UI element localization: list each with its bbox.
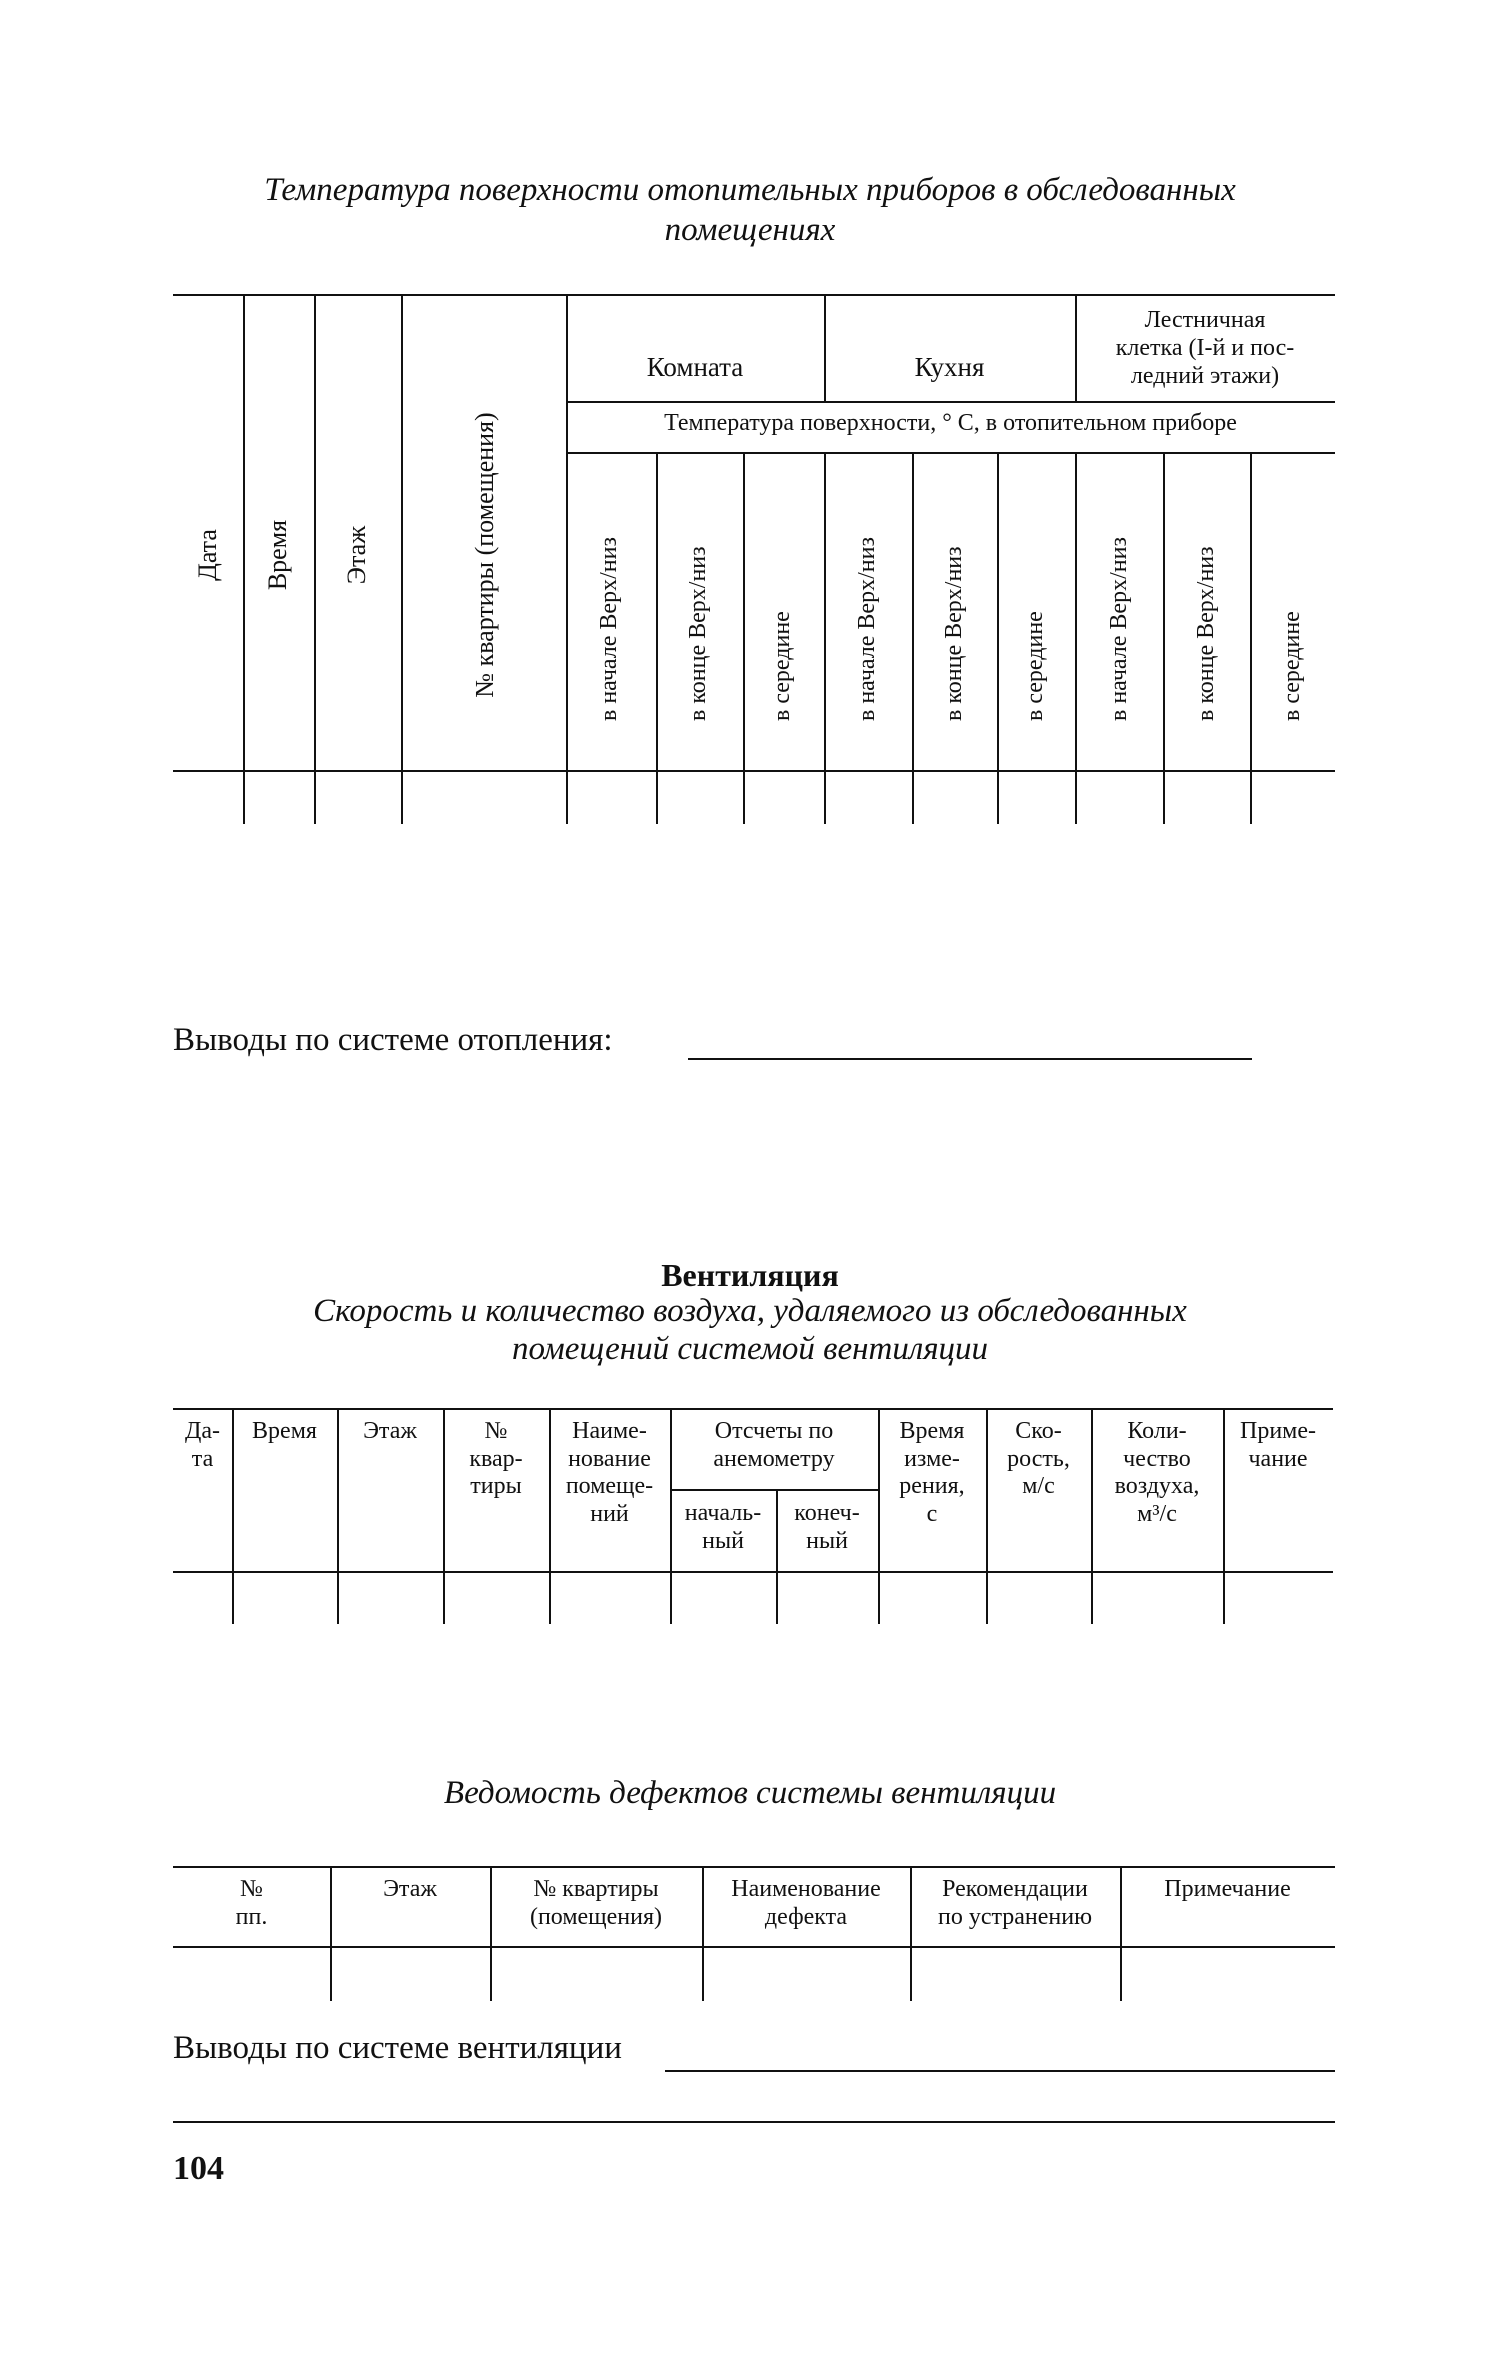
vent-col-speed: Ско- рость, м/с	[1007, 1418, 1070, 1500]
defects-col-number: № пп.	[235, 1876, 268, 1930]
stair-mid-header: в середине	[1279, 611, 1305, 721]
vent-col-floor: Этаж	[363, 1418, 417, 1444]
vent-col-time: Время	[252, 1418, 317, 1444]
stair-end-header: в конце Верх/низ	[1193, 546, 1219, 721]
col-time-header: Время	[263, 519, 292, 591]
col-floor-header: Этаж	[342, 525, 371, 585]
group-room-header: Комната	[646, 352, 744, 382]
col-date-header: Дата	[193, 529, 222, 581]
vent-col-apartment: № квар- тиры	[469, 1418, 523, 1500]
vent-col-room-name: Наиме- нование помеще- ний	[565, 1418, 654, 1527]
heating-conclusion-line[interactable]	[688, 1058, 1252, 1060]
defects-col-floor: Этаж	[383, 1876, 437, 1902]
page-number: 104	[173, 2150, 224, 2187]
vent-col-readings: Отсчеты по анемометру	[713, 1418, 835, 1472]
vent-col-date: Да- та	[184, 1418, 220, 1472]
kitchen-end-header: в конце Верх/низ	[941, 546, 967, 721]
defects-col-defect-name: Наименование дефекта	[731, 1876, 881, 1930]
defects-col-note: Примечание	[1164, 1876, 1291, 1902]
ventilation-conclusion-label: Выводы по системе вентиляции	[173, 2030, 622, 2066]
room-end-header: в конце Верх/низ	[685, 546, 711, 721]
vent-col-final: конеч- ный	[794, 1500, 860, 1554]
room-start-header: в начале Верх/низ	[596, 537, 622, 721]
heating-conclusion-label: Выводы по системе отопления:	[173, 1022, 613, 1058]
defects-col-apartment: № квартиры (помещения)	[529, 1876, 663, 1930]
room-mid-header: в середине	[769, 611, 795, 721]
defects-col-recommendations: Рекомендации по устранению	[937, 1876, 1093, 1930]
col-apartment-header: № квартиры (помещения)	[470, 412, 499, 698]
vent-col-note: Приме- чание	[1239, 1418, 1316, 1472]
stair-start-header: в начале Верх/низ	[1106, 537, 1132, 721]
heating-title-line1: Температура поверхности отопительных приборов в обследованных	[264, 172, 1236, 208]
kitchen-mid-header: в середине	[1022, 611, 1048, 721]
surface-temp-subheader: Температура поверхности, ° С, в отопительном приборе	[664, 410, 1237, 436]
heating-title	[150, 170, 1350, 250]
ventilation-heading: Вентиляция	[661, 1257, 839, 1293]
group-kitchen-header: Кухня	[914, 352, 985, 382]
group-stair-header: Лестничная клетка (I-й и пос- ледний этажи)	[1115, 307, 1295, 389]
ventilation-subtitle: Скорость и количество воздуха, удаляемого из обследованных помещений системой вентиляции	[313, 1293, 1187, 1367]
ventilation-conclusion-line[interactable]	[665, 2070, 1335, 2072]
heating-title-line2: помещениях	[664, 212, 836, 248]
vent-col-measure-time: Время изме- рения, с	[899, 1418, 965, 1527]
defects-title: Ведомость дефектов системы вентиляции	[443, 1775, 1057, 1811]
kitchen-start-header: в начале Верх/низ	[854, 537, 880, 721]
vent-col-initial: началь- ный	[684, 1500, 762, 1554]
vent-col-air-quantity: Коли- чество воздуха, м³/с	[1114, 1418, 1200, 1527]
ventilation-conclusion-line-2[interactable]	[173, 2121, 1335, 2123]
